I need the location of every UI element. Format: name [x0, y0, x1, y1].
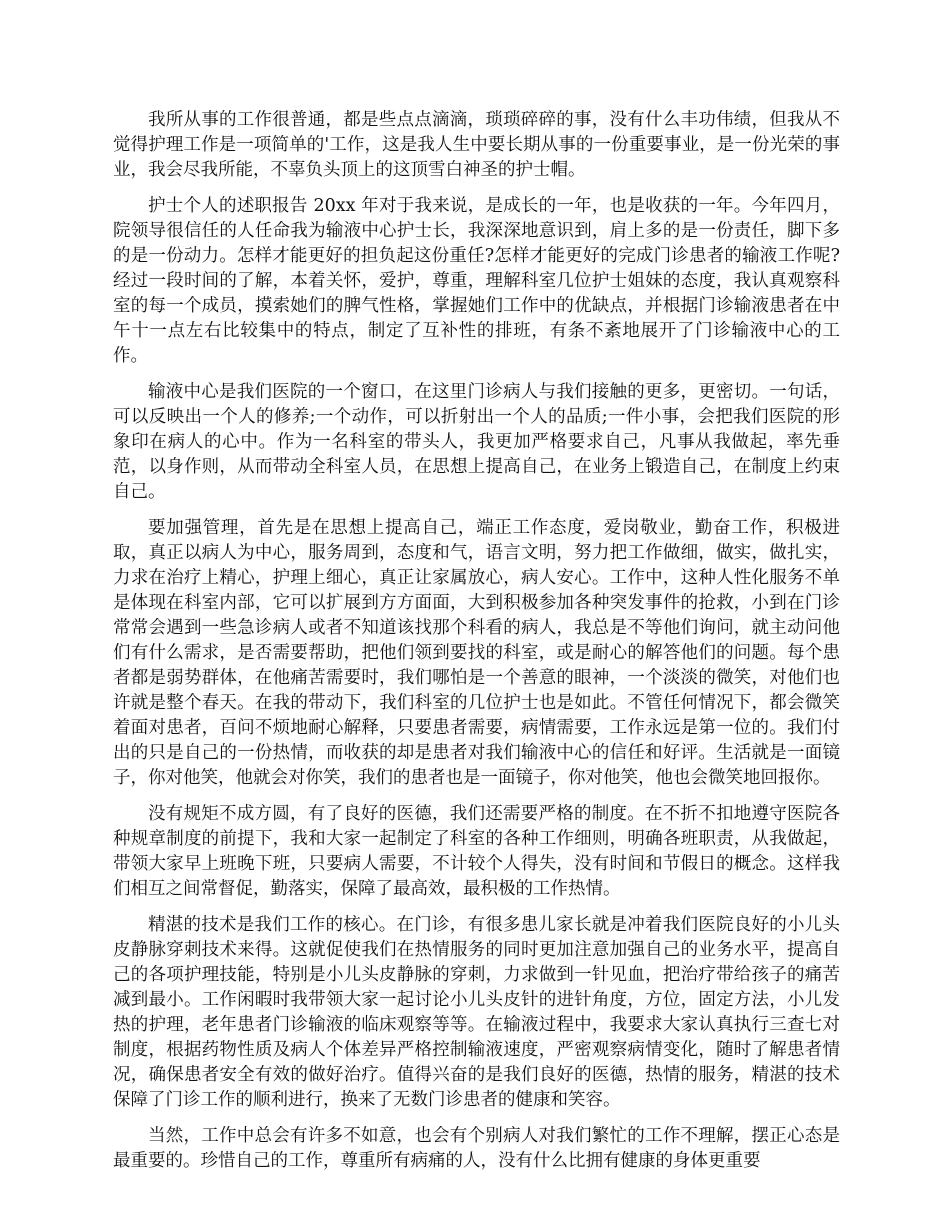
- paragraph-7: 当然，工作中总会有许多不如意，也会有个别病人对我们繁忙的工作不理解，摆正心态是最重要的。珍惜自己的工作，尊重所有病痛的人，没有什么比拥有健康的身体更重要: [113, 1126, 840, 1171]
- paragraph-1: 我所从事的工作很普通，都是些点点滴滴，琐琐碎碎的事，没有什么丰功伟绩，但我从不觉得护理工作是一项简单的'工作，这是我人生中要长期从事的一份重要事业，是一份光荣的事业，我会尽我所能，不辜负头顶上的这顶雪白神圣的护士帽。: [113, 110, 840, 180]
- paragraph-4: 要加强管理，首先是在思想上提高自己，端正工作态度，爱岗敬业，勤奋工作，积极进取，真正以病人为中心，服务周到，态度和气，语言文明，努力把工作做细，做实，做扎实，力求在治疗上精心，护理上细心，真正让家属放心，病人安心。工作中，这种人性化服务不单是体现在科室内部，它可以扩展到方方面面，大到积极参加各种突发事件的抢救，小到在门诊常常会遇到一些急诊病人或者不知道该找那个科看的病人，我总是不等他们询问，就主动问他们有什么需求，是否需要帮助，把他们领到要找的科室，或是耐心的解答他们的问题。每个患者都是弱势群体，在他痛苦需要时，我们哪怕是一个善意的眼神，一个淡淡的微笑，对他们也许就是整个春天。在我的带动下，我们科室的几位护士也是如此。不管任何情况下，都会微笑着面对患者，百问不烦地耐心解释，只要患者需要，病情需要，工作永远是第一位的。我们付出的只是自己的一份热情，而收获的却是患者对我们输液中心的信任和好评。生活就是一面镜子，你对他笑，他就会对你笑，我们的患者也是一面镜子，你对他笑，他也会微笑地回报你。: [113, 518, 840, 788]
- document-body: [113, 108, 840, 1185]
- paragraph-3: 输液中心是我们医院的一个窗口，在这里门诊病人与我们接触的更多，更密切。一句话，可以反映出一个人的修养;一个动作，可以折射出一个人的品质;一件小事，会把我们医院的形象印在病人的心中。作为一名科室的带头人，我更加严格要求自己，凡事从我做起，率先垂范，以身作则，从而带动全科室人员，在思想上提高自己，在业务上锻造自己，在制度上约束自己。: [113, 382, 840, 502]
- paragraph-5: 没有规矩不成方圆，有了良好的医德，我们还需要严格的制度。在不折不扣地遵守医院各种规章制度的前提下，我和大家一起制定了科室的各种工作细则，明确各班职责，从我做起，带领大家早上班晚下班，只要病人需要，不计较个人得失，没有时间和节假日的概念。这样我们相互之间常督促，勤落实，保障了最高效，最积极的工作热情。: [113, 804, 840, 899]
- paragraph-6: 精湛的技术是我们工作的核心。在门诊，有很多患儿家长就是冲着我们医院良好的小儿头皮静脉穿刺技术来得。这就促使我们在热情服务的同时更加注意加强自己的业务水平，提高自己的各项护理技能，特别是小儿头皮静脉的穿刺，力求做到一针见血，把治疗带给孩子的痛苦减到最小。工作闲暇时我带领大家一起讨论小儿头皮针的进针角度，方位，固定方法，小儿发热的护理，老年患者门诊输液的临床观察等等。在输液过程中，我要求大家认真执行三查七对制度，根据药物性质及病人个体差异严格控制输液速度，严密观察病情变化，随时了解患者情况，确保患者安全有效的做好治疗。值得兴奋的是我们良好的医德，热情的服务，精湛的技术保障了门诊工作的顺利进行，换来了无数门诊患者的健康和笑容。: [113, 915, 840, 1110]
- paragraph-2: 护士个人的述职报告 20xx 年对于我来说，是成长的一年，也是收获的一年。今年四月，院领导很信任的人任命我为输液中心护士长，我深深地意识到，肩上多的是一份责任，脚下多的是一份动力。怎样才能更好的担负起这份重任?怎样才能更好的完成门诊患者的输液工作呢?经过一段时间的了解，本着关怀，爱护，尊重，理解科室几位护士姐妹的态度，我认真观察科室的每一个成员，摸索她们的脾气性格，掌握她们工作中的优缺点，并根据门诊输液患者在中午十一点左右比较集中的特点，制定了互补性的排班，有条不紊地展开了门诊输液中心的工作。: [113, 196, 840, 366]
